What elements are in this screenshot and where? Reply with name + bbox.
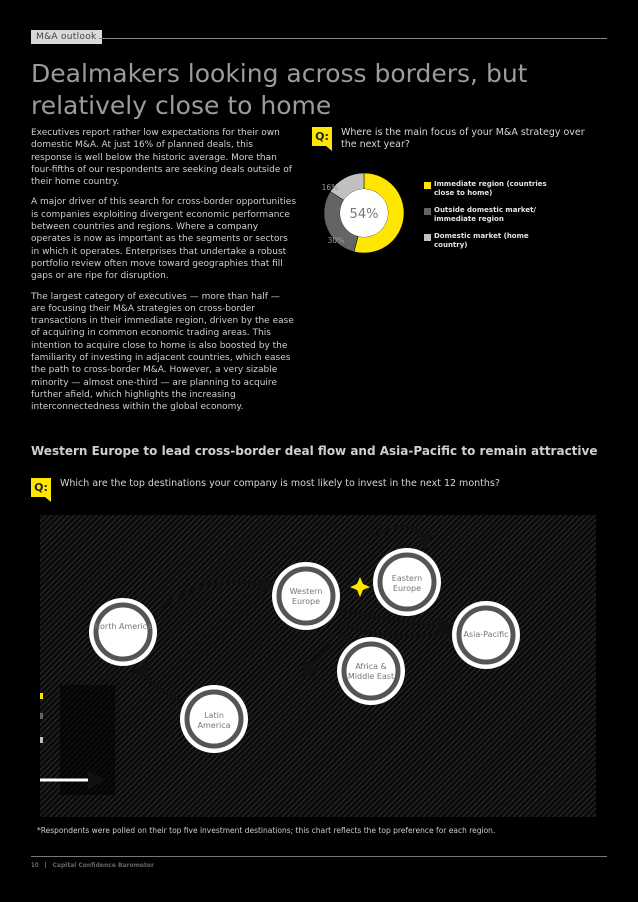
label-western-europe: Western Europe: [289, 587, 323, 606]
page-number: 10: [31, 862, 39, 869]
section-heading: Western Europe to lead cross-border deal flow and Asia-Pacific to remain attractive: [31, 444, 598, 458]
footer-divider: [31, 856, 607, 857]
slice-label-domestic: 16%: [321, 183, 339, 192]
section-divider: [99, 38, 607, 39]
donut-center-label: 54%: [349, 207, 379, 222]
slice-label-outside: 30%: [327, 236, 345, 245]
page-footer: [31, 862, 154, 869]
question-badge: Q:: [312, 127, 332, 146]
footer-separator: |: [44, 862, 47, 869]
question-badge: Q:: [31, 478, 51, 497]
page-title: Dealmakers looking across borders, but relatively close to home: [31, 59, 528, 120]
region-north-america: [89, 598, 157, 666]
legend-swatch-outside: [424, 208, 431, 215]
label-latin-america: Latin America: [197, 711, 231, 730]
section-tag: M&A outlook: [31, 30, 102, 44]
paragraph: The largest category of executives — more than half — are focusing their M&A strategies on cross-border transactions in their immediate region, driven by the ease of acquiring in common economic trading areas. This intention to acquire close to home is also boosted by the familiarity of investing in adjacent countries, which eases the path to cross-border M&A. However, a very sizable minority — almost one-third — are planning to acquire further afield, which highlights the increasing interconnectedness within the global economy.: [31, 291, 294, 413]
legend-label-domestic: Domestic market (home country): [434, 232, 529, 249]
publication-title: Capital Confidence Barometer: [52, 862, 154, 869]
legend-swatch-immediate: [424, 182, 431, 189]
donut-chart: [312, 168, 412, 258]
label-africa-middle-east: Africa & Middle East: [347, 662, 395, 681]
legend-swatch: [40, 693, 43, 699]
label-asia-pacific: Asia-Pacific: [463, 630, 509, 639]
map-background: [40, 515, 596, 817]
label-eastern-europe: Eastern Europe: [391, 574, 423, 593]
legend-label-immediate: Immediate region (countries close to home): [434, 180, 547, 197]
label-north-america: North America: [94, 622, 152, 631]
footnote: *Respondents were polled on their top five investment destinations; this chart reflects the top preference for each region.: [37, 826, 496, 835]
legend-swatch: [40, 737, 43, 743]
legend-swatch: [40, 713, 43, 719]
body-text: [31, 127, 296, 422]
legend-swatch-domestic: [424, 234, 431, 241]
world-map-graphic: [40, 515, 596, 817]
question-text: Which are the top destinations your company is most likely to invest in the next 12 months?: [60, 478, 500, 489]
paragraph: A major driver of this search for cross-border opportunities is companies exploiting divergent economic performance between countries and regions. Where a company operates is now as important as the segments or sectors in which it operates. Enterprises that undertake a robust portfolio review often move toward geographies that fill gaps or are ripe for disruption.: [31, 197, 297, 282]
paragraph: Executives report rather low expectations for their own domestic M&A. At just 16% of planned deals, this response is well below the historic average. More than four-fifths of our respondents are seeking deals outside of their home country.: [31, 128, 292, 188]
legend-label-outside: Outside domestic market/ immediate region: [434, 206, 536, 223]
question-text: Where is the main focus of your M&A strategy over the next year?: [341, 127, 585, 150]
